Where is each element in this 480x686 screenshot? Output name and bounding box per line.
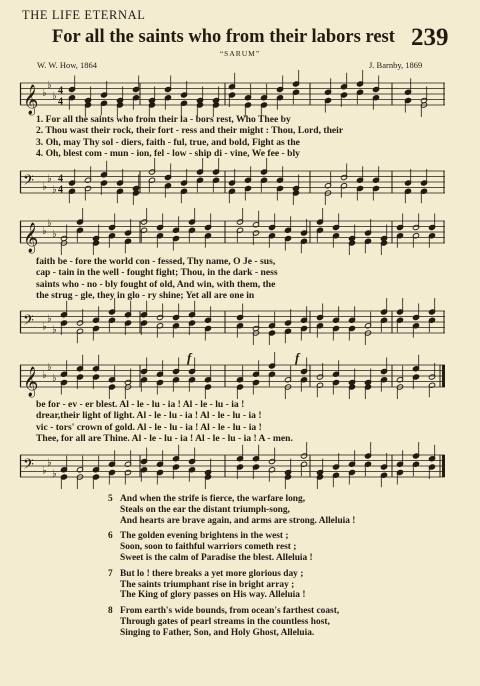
treble-staff-system-1 (20, 78, 445, 116)
final-bar-line-thick (442, 455, 445, 477)
lyrics-system-1 (36, 114, 436, 160)
lyric-line: 1. For all the saints who from their la - bors rest, Who Thee by (36, 114, 291, 125)
author-credit: W. W. How, 1864 (37, 60, 98, 70)
treble-clef-icon: 𝄞 (23, 223, 39, 253)
verse-line: Steals on the ear the distant triumph-song, (120, 504, 290, 515)
verse-8 (108, 606, 448, 638)
lyric-line: be for - ev - er blest. Al - le - lu - ia ! Al - le - lu - ia ! (36, 399, 245, 410)
verse-number: 5 (108, 494, 113, 504)
verse-6 (108, 531, 448, 563)
treble-staff-system-3 (20, 360, 445, 398)
bass-staff-system-3 (20, 450, 445, 488)
flat-icon: ♭ (42, 181, 47, 193)
verse-line: The King of glory passes on His way. Alleluia ! (120, 590, 306, 601)
lyric-line: saints who - no - bly fought of old, And win, with them, the (36, 278, 276, 290)
lyric-line: 2. Thou wast their rock, their fort - ress and their might : Thou, Lord, their (36, 125, 344, 137)
tune-name: “SARUM” (219, 49, 261, 58)
verse-line: And hearts are brave again, and arms are strong. Alleluia ! (120, 515, 356, 526)
verse-number: 7 (108, 568, 113, 579)
flat-icon: ♭ (52, 372, 57, 384)
verse-line: From earth's wide bounds, from ocean's farthest coast, (120, 606, 340, 617)
lyric-line: cap - tain in the well - fought fight; Thou, in the dark - ness (36, 267, 278, 279)
flat-icon: ♭ (52, 184, 57, 196)
lyric-line: Thee, for all are Thine. Al - le - lu - ia ! Al - le - lu - ia ! A - men. (36, 433, 293, 445)
verse-line: The golden evening brightens in the west ; (120, 531, 289, 542)
flat-icon: ♭ (52, 228, 57, 240)
additional-verses (108, 494, 448, 644)
lyrics-system-2 (36, 256, 436, 302)
verse-number: 8 (108, 606, 113, 617)
dynamic-forte: f (295, 350, 300, 365)
verse-line: And when the strife is fierce, the warfare long, (120, 494, 306, 504)
running-head: THE LIFE ETERNAL (22, 8, 146, 22)
hymn-title: For all the saints who from their labors rest (52, 27, 395, 47)
treble-staff-system-2 (20, 216, 445, 254)
hymn-number: 239 (411, 24, 449, 51)
final-bar-line-thick (442, 365, 445, 387)
flat-icon: ♭ (42, 465, 47, 477)
time-signature-top: 4 (58, 85, 63, 97)
verse-5 (108, 494, 448, 526)
flat-icon: ♭ (47, 313, 52, 325)
lyric-line: vic - tors' crown of gold. Al - le - lu - ia ! Al - le - lu - ia ! (36, 421, 262, 433)
bass-clef-icon: 𝄢 (23, 312, 34, 333)
flat-icon: ♭ (52, 90, 57, 102)
verse-line: The saints triumphant rise in bright array ; (120, 579, 295, 590)
flat-icon: ♭ (42, 321, 47, 333)
bass-staff-system-2 (20, 306, 445, 344)
flat-icon: ♭ (47, 361, 52, 373)
flat-icon: ♭ (52, 468, 57, 480)
time-signature-top: 4 (58, 173, 63, 185)
verse-line: Sweet is the calm of Paradise the blest. Alleluia ! (120, 552, 313, 563)
dynamic-forte: f (187, 350, 192, 365)
flat-icon: ♭ (47, 79, 52, 91)
lyrics-system-3 (36, 399, 436, 445)
verse-number: 6 (108, 531, 113, 542)
verse-7 (108, 569, 448, 601)
verse-line: Through gates of pearl streams in the countless host, (120, 616, 330, 627)
treble-clef-icon: 𝄞 (23, 367, 39, 397)
treble-clef-icon: 𝄞 (23, 85, 39, 115)
composer-credit: J. Barnby, 1869 (369, 60, 423, 70)
flat-icon: ♭ (52, 324, 57, 336)
lyric-line: faith be - fore the world con - fessed, Thy name, O Je - sus, (36, 256, 276, 267)
time-signature-bottom: 4 (58, 96, 63, 108)
time-signature-bottom: 4 (58, 184, 63, 196)
flat-icon: ♭ (42, 370, 47, 381)
lyric-line: 3. Oh, may Thy sol - diers, faith - ful, true, and bold, Fight as the (36, 136, 300, 148)
flat-icon: ♭ (47, 173, 52, 185)
lyric-line: drear,their light of light. Al - le - lu - ia ! Al - le - lu - ia ! (36, 410, 262, 422)
verse-line: But lo ! there breaks a yet more glorious day ; (120, 568, 304, 579)
verse-line: Soon, soon to faithful warriors cometh rest ; (120, 542, 297, 553)
bass-clef-icon: 𝄢 (23, 456, 34, 477)
bass-staff-system-1 (20, 166, 445, 204)
bass-clef-icon: 𝄢 (23, 172, 34, 193)
flat-icon: ♭ (42, 88, 47, 99)
flat-icon: ♭ (42, 226, 47, 237)
flat-icon: ♭ (47, 457, 52, 469)
verse-line: Singing to Father, Son, and Holy Ghost, Alleluia. (120, 627, 315, 638)
flat-icon: ♭ (47, 217, 52, 229)
lyric-line: 4. Oh, blest com - mun - ion, fel - low - ship di - vine, We fee - bly (36, 148, 300, 160)
lyric-line: the strug - gle, they in glo - ry shine; Yet all are one in (36, 290, 255, 302)
